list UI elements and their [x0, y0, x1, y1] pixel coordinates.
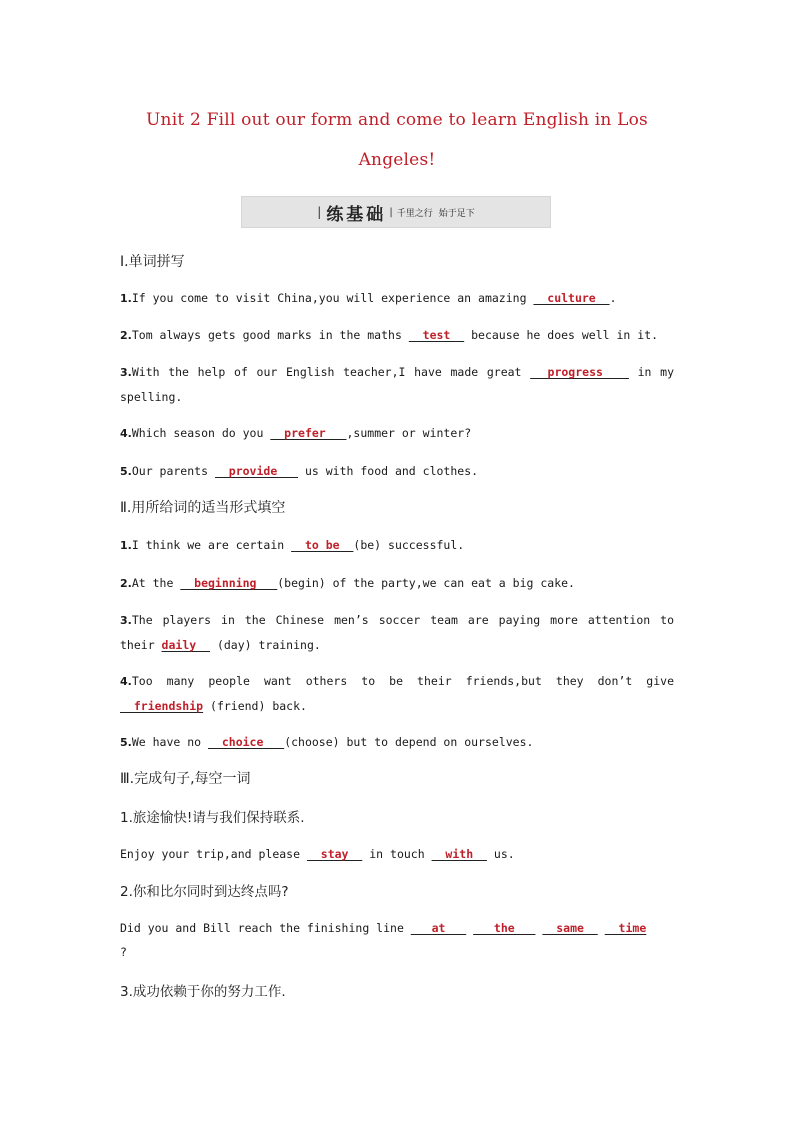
answer-blank: prefer	[270, 426, 347, 440]
answer-blank: choice	[208, 735, 285, 749]
answer-blank: daily	[161, 638, 211, 652]
item-number: 2.	[120, 577, 132, 590]
item-number: 3.	[120, 614, 132, 627]
s2-item-3: 3.The players in the Chinese men’s soccer team are paying more attention to their daily (day) training.	[120, 613, 674, 652]
title-line-1: Unit 2 Fill out our form and come to learn English in Los	[146, 110, 648, 130]
answer-blank: culture	[533, 291, 610, 305]
item-number: 5.	[120, 736, 132, 749]
s2-item-2: 2.At the beginning (begin) of the party,we can eat a big cake.	[120, 576, 575, 590]
answer-blank: test	[408, 328, 465, 342]
s1-item-5: 5.Our parents provide us with food and clothes.	[120, 464, 479, 478]
banner-main-text: 练基础	[326, 204, 387, 225]
s2-item-1: 1.I think we are certain to be (be) successful.	[120, 538, 465, 552]
s3-q1-english: Enjoy your trip,and please stay in touch with us.	[120, 847, 515, 861]
s3-q2-english: Did you and Bill reach the finishing line at the same time ?	[120, 921, 647, 959]
section-banner	[241, 196, 551, 228]
s2-item-4: 4.Too many people want others to be their friends,but they don’t give friendship (friend) back.	[120, 674, 674, 713]
answer-blank: to be	[291, 538, 354, 552]
section-1-heading: Ⅰ.单词拼写	[120, 254, 185, 270]
banner-divider: |	[389, 206, 393, 218]
s1-item-2: 2.Tom always gets good marks in the maths test because he does well in it.	[120, 328, 659, 342]
answer-blank: stay	[306, 847, 363, 861]
item-number: 4.	[120, 675, 132, 688]
answer-blank: with	[431, 847, 487, 861]
banner-bar: |	[317, 205, 322, 219]
section-2-heading: Ⅱ.用所给词的适当形式填空	[120, 500, 286, 516]
answer-blank: progress	[530, 365, 629, 379]
s3-q2-chinese: 2.你和比尔同时到达终点吗?	[120, 884, 289, 900]
section-3-heading: Ⅲ.完成句子,每空一词	[120, 771, 251, 787]
title-line-2: Angeles!	[358, 150, 436, 170]
answer-blank: same	[542, 921, 598, 935]
banner-sub-text-2: 始于足下	[438, 208, 475, 219]
s1-item-1: 1.If you come to visit China,you will experience an amazing culture .	[120, 291, 617, 305]
page-title	[100, 100, 694, 180]
s2-item-5: 5.We have no choice (choose) but to depend on ourselves.	[120, 735, 534, 749]
answer-blank: friendship	[120, 699, 204, 713]
item-number: 1.	[120, 292, 132, 305]
item-number: 1.	[120, 539, 132, 552]
answer-blank: at	[410, 921, 467, 935]
s1-item-3: 3.With the help of our English teacher,I have made great progress in my spelling.	[120, 365, 674, 404]
item-number: 4.	[120, 427, 132, 440]
answer-blank: provide	[214, 464, 299, 478]
item-number: 2.	[120, 329, 132, 342]
banner-sub-text-1: 千里之行	[396, 208, 433, 219]
answer-blank: the	[473, 921, 536, 935]
answer-blank: beginning	[180, 576, 278, 590]
item-number: 5.	[120, 465, 132, 478]
s1-item-4: 4.Which season do you prefer ,summer or winter?	[120, 426, 472, 440]
s3-q1-chinese: 1.旅途愉快!请与我们保持联系.	[120, 810, 305, 826]
answer-blank: time	[604, 921, 647, 935]
item-number: 3.	[120, 366, 132, 379]
s3-q3-chinese: 3.成功依赖于你的努力工作.	[120, 984, 286, 1000]
